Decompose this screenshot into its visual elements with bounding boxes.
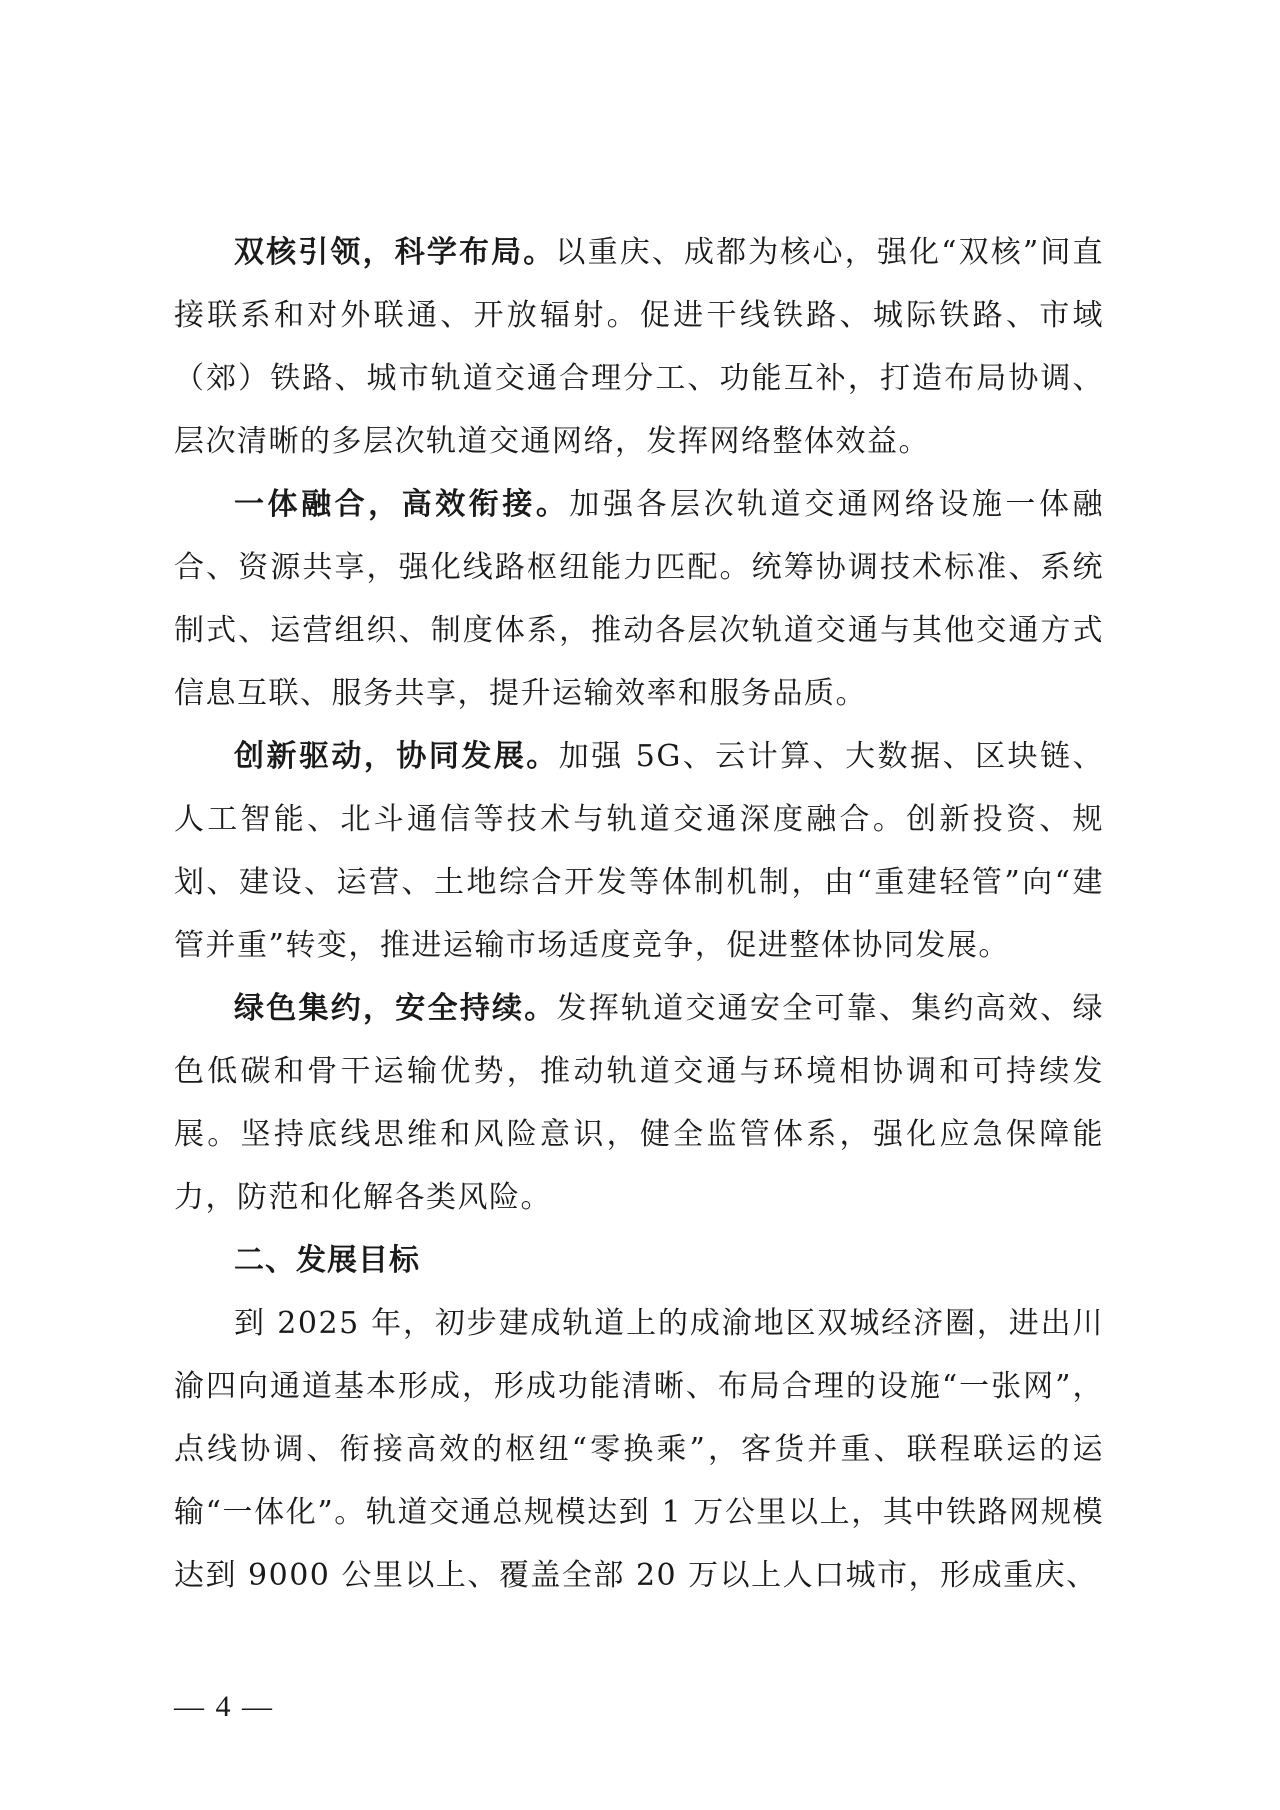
principle-lead-2: 一体融合，高效衔接。 xyxy=(234,487,570,522)
principle-body-2: 加强各层次轨道交通网络设施一体融合、资源共享，强化线路枢纽能力匹配。统筹协调技术标准、系统制式、运营组织、制度体系，推动各层次轨道交通与其他交通方式信息互联、服务共享，提升运输效率和服务品质。 xyxy=(174,487,1105,711)
section-heading: 二、发展目标 xyxy=(234,1243,420,1278)
document-body xyxy=(174,221,1104,1607)
principle-paragraph-2 xyxy=(174,473,1104,725)
principle-lead-1: 双核引领，科学布局。 xyxy=(234,235,556,270)
principle-lead-3: 创新驱动，协同发展。 xyxy=(234,739,559,774)
principle-body-4: 发挥轨道交通安全可靠、集约高效、绿色低碳和骨干运输优势，推动轨道交通与环境相协调和可持续发展。坚持底线思维和风险意识，健全监管体系，强化应急保障能力，防范和化解各类风险。 xyxy=(174,991,1104,1215)
principle-body-3: 加强 5G、云计算、大数据、区块链、人工智能、北斗通信等技术与轨道交通深度融合。创新投资、规划、建设、运营、土地综合开发等体制机制，由“重建轻管”向“建管并重”转变，推进运输市场适度竞争，促进整体协同发展。 xyxy=(174,739,1105,963)
goal-paragraph: 到 2025 年，初步建成轨道上的成渝地区双城经济圈，进出川渝四向通道基本形成，形成功能清晰、布局合理的设施“一张网”，点线协调、衔接高效的枢纽“零换乘”，客货并重、联程联运的运输“一体化”。轨道交通总规模达到 1 万公里以上，其中铁路网规模达到 9000 公里以上、覆盖全部 20 万以上人口城市，形成重庆、 xyxy=(174,1306,1104,1593)
principle-paragraph-3 xyxy=(174,725,1104,977)
principle-lead-4: 绿色集约，安全持续。 xyxy=(234,991,557,1026)
page-number: — 4 — xyxy=(174,1690,274,1723)
principle-paragraph-1 xyxy=(174,221,1104,473)
principle-body-1: 以重庆、成都为核心，强化“双核”间直接联系和对外联通、开放辐射。促进干线铁路、城际铁路、市域（郊）铁路、城市轨道交通合理分工、功能互补，打造布局协调、层次清晰的多层次轨道交通网络，发挥网络整体效益。 xyxy=(174,235,1104,459)
principle-paragraph-4 xyxy=(174,977,1104,1229)
